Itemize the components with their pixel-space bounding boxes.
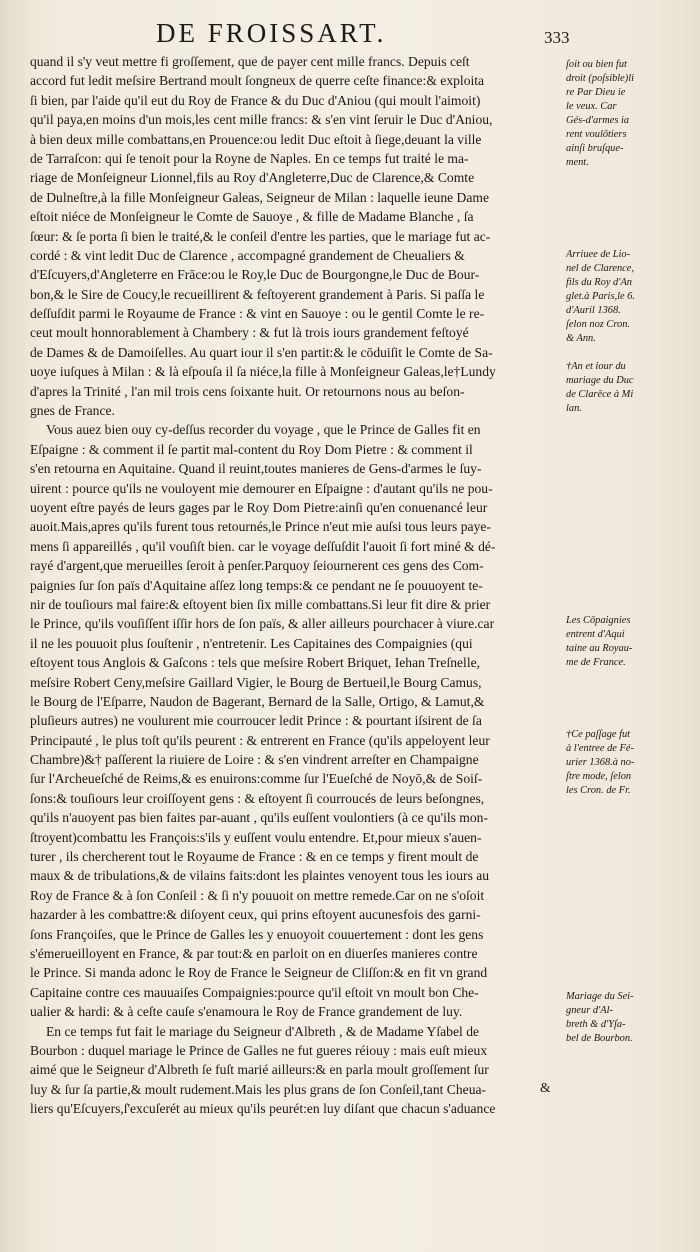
text-line: eſtoyent tous Anglois & Gaſcons : tels que meſsire Robert Briquet, Iehan Treſnelle, xyxy=(30,655,481,671)
text-line: mens ſi appareillés , qu'il vouſiſt bien. car le voyage deſſuſdit l'auoit ſi fort miné & dé- xyxy=(30,538,496,554)
margin-note xyxy=(566,58,682,170)
text-line: ſons:& touſiours leur croiſſoyent gens : & eſtoyent ſi courroucés de leurs beſongnes, xyxy=(30,790,485,806)
text-line: uirent : pource qu'ils ne vouloyent mie demourer en Eſpaigne : d'autant qu'ils ne pou- xyxy=(30,480,493,496)
text-line: accord fut ledit meſsire Bertrand moult ſongneux de querre ceſte finance:& exploita xyxy=(30,73,485,89)
margin-note-line: re Par Dieu ie xyxy=(566,87,626,98)
margin-note xyxy=(566,360,682,416)
margin-note-line: Gés-d'armes ia xyxy=(566,115,630,126)
text-line: le Prince, qu'ils vouſiſſent iſſir hors de ſon païs, & aller ailleurs pourchacer à viure.car xyxy=(30,616,495,632)
text-line: auoit.Mais,apres qu'ils furent tous retournés,le Prince n'eut mie auſsi tous leurs paye- xyxy=(30,519,491,535)
text-line: à bien deux mille combattans,en Prouence:ou ledit Duc eſtoit à ſiege,deuant la ville xyxy=(30,131,482,147)
text-line: ceut moult honnorablement à Chambery : & fut là trois iours grandement feſtoyé xyxy=(30,325,469,341)
margin-note xyxy=(566,248,682,346)
margin-note xyxy=(566,728,682,798)
margin-note-line: me de France. xyxy=(566,657,626,668)
text-line: liers qu'Eſcuyers,ſ'excuſerét au mieux qu'ils peurét:en luy diſant que chacun s'aduance xyxy=(30,1101,496,1117)
margin-note-line: urier 1368.à no- xyxy=(566,757,635,768)
margin-note-line: & Ann. xyxy=(566,333,596,344)
margin-note-line: entrent d'Aqui xyxy=(566,629,625,640)
text-line: d'apres la Trinité , l'an mil trois cens ſoixante huit. Or retournons nous au beſon- xyxy=(30,383,465,399)
text-line: rayé d'argent,que merueilles ſeroit à penſer.Parquoy ſeiournerent ces gens des Com- xyxy=(30,558,484,574)
margin-note xyxy=(566,990,682,1046)
text-line: riage de Monſeigneur Lionnel,fils au Roy d'Angleterre,Duc de Clarence,& Comte xyxy=(30,170,475,186)
text-line: ſtroyent)combattu les François:s'ils y euſſent voulu entendre. Et,pour mieux s'auen- xyxy=(30,829,482,845)
margin-note-line: ſtre mode, ſelon xyxy=(566,771,632,782)
text-line: de Dulneſtre,à la fille Monſeigneur Galeas, Seigneur de Milan : laquelle ieune Dame xyxy=(30,189,490,205)
margin-note-line: mariage du Duc xyxy=(566,375,634,386)
main-text-column xyxy=(30,52,558,1118)
text-line: En ce temps fut fait le mariage du Seigneur d'Albreth , & de Madame Yſabel de xyxy=(46,1023,480,1039)
margin-note-line: breth & d'Yſa- xyxy=(566,1019,626,1030)
margin-note-line: Les Cōpaignies xyxy=(566,615,631,626)
margin-note-line: glet.à Paris,le 6. xyxy=(566,291,635,302)
margin-note-line: ſoit ou bien fut xyxy=(566,59,627,70)
page-number: 333 xyxy=(544,28,570,47)
text-line: maux & de tribulations,& de vilains faits:dont les plaintes venoyent tous les iours au xyxy=(30,868,490,884)
text-line: Vous auez bien ouy cy-deſſus recorder du voyage , que le Prince de Galles fit en xyxy=(46,422,481,438)
margin-note-line: taine au Royau- xyxy=(566,643,633,654)
text-line: de Tarraſcon: qui ſe tenoit pour la Royne de Naples. En ce temps fut traité le ma- xyxy=(30,150,469,166)
text-line: Principauté , le plus toſt qu'ils peurent : & entrerent en France (qu'ils appeloyent leur xyxy=(30,732,490,748)
margin-note-line: †An et iour du xyxy=(566,361,626,372)
text-line: paignies ſur ſon païs d'Aquitaine aſſez long temps:& ce pendant ne ſe pouuoyent te- xyxy=(30,577,483,593)
text-line: le Bourg de l'Eſparre, Naudon de Bagerant, Bernard de la Salle, Ortigo, & Lamut,& xyxy=(30,693,485,709)
text-line: s'en retourna en Aquitaine. Quand il reuint,toutes manieres de Gens-d'armes le ſuy- xyxy=(30,461,482,477)
text-line: ſons Françoiſes, que le Prince de Galles les y enuoyoit couuertement : dont les gens xyxy=(30,926,484,942)
margin-note-line: ſelon noz Cron. xyxy=(566,319,630,330)
text-line: uoyent eſtre payés de leurs gages par le Roy Dom Pietre:ainſi qu'en conuenancé leur xyxy=(30,499,488,515)
margin-note-line: †Ce paſſage fut xyxy=(566,729,631,740)
text-line: Capitaine contre ces mauuaiſes Compaignies:pource qu'il eſtoit vn moult bon Che- xyxy=(30,984,479,1000)
margin-note-line: Mariage du Sei- xyxy=(566,991,634,1002)
text-line: qu'il paya,en moins d'un mois,les cent mille francs: & s'en vint ſeruir le Duc d'Aniou, xyxy=(30,112,493,128)
margin-note-line: rent voulōtiers xyxy=(566,129,627,140)
text-line: ſœur: & ſe porta ſi bien le traité,& le conſeil d'entre les parties, que le mariage fut ac- xyxy=(30,228,491,244)
text-line: meſsire Robert Ceny,meſsire Gaillard Vigier, le Bourg de Bertueil,le Bourg Camus, xyxy=(30,674,482,690)
margin-note-line: lan. xyxy=(566,403,582,414)
margin-note-line: nel de Clarence, xyxy=(566,263,634,274)
margin-note-line: gneur d'Al- xyxy=(566,1005,613,1016)
text-line: luy & ſur ſa partie,& moult rudement.Mais les plus grans de ſon Conſeil,tant Cheua- xyxy=(30,1081,487,1097)
text-line: s'émerueilloyent en France, & par tout:& en parloit on en diuerſes manieres contre xyxy=(30,945,478,961)
margin-note-line: de Clarēce à Mi xyxy=(566,389,634,400)
text-line: Roy de France & à ſon Conſeil : & ſi n'y pouuoit on mettre remede.Car on ne s'oſoit xyxy=(30,887,485,903)
text-line: eſtoit niéce de Monſeigneur le Comte de Sauoye , & fille de Madame Blanche , ſa xyxy=(30,209,474,225)
margin-note-line: bel de Bourbon. xyxy=(566,1033,633,1044)
text-line: il ne les pouuoit plus ſouſtenir , n'entretenir. Les Capitaines des Compaignies (qui xyxy=(30,635,473,651)
text-line: uoye iuſques à Milan : & là eſpouſa il ſa niéce,la fille à Monſeigneur Galeas,le†Lundy xyxy=(30,364,496,380)
text-line: cordé : & vint ledit Duc de Clarence , accompagné grandement de Cheualiers & xyxy=(30,247,465,263)
text-line: Chambre)&† paſſerent la riuiere de Loire : & s'en vindrent arreſter en Champaigne xyxy=(30,752,479,768)
text-line: Eſpaigne : & comment il ſe partit mal-content du Roy Dom Pietre : & comment il xyxy=(30,441,473,457)
text-line: bon,& le Sire de Coucy,le recueillirent & feſtoyerent grandement à Paris. Si paſſa le xyxy=(30,286,485,302)
margin-note-line: Arriuee de Lio- xyxy=(566,249,631,260)
margin-note-line: ment. xyxy=(566,157,589,168)
text-line: nir de touſiours mal faire:& eſtoyent bien ſix mille combattans.Si leur fit dire & prier xyxy=(30,596,491,612)
text-line: quand il s'y veut mettre fi groſſement, que de payer cent mille francs. Depuis ceſt xyxy=(30,54,470,69)
text-line: ſur l'Archeueſché de Reims,& es enuirons:comme ſur l'Eueſché de Noyō,& de Soiſ- xyxy=(30,771,483,787)
margin-note-line: le veux. Car xyxy=(566,101,617,112)
margin-note-line: fils du Roy d'An xyxy=(566,277,633,288)
text-line: aimé que le Seigneur d'Albreth ſe fuſt marié ailleurs:& en parla moult groſſement ſur xyxy=(30,1062,489,1078)
text-line: gnes de France. xyxy=(30,403,115,419)
text-line: d'Eſcuyers,d'Angleterre en Frāce:ou le Roy,le Duc de Bourgongne,le Duc de Bour- xyxy=(30,267,480,283)
text-line: pluſieurs autres) ne voulurent mie courroucer ledit Prince : & pourtant iſsirent de ſa xyxy=(30,713,482,729)
text-line: turer , ils chercherent tout le Royaume de France : & en ce temps y firent moult de xyxy=(30,849,479,865)
text-line: hazarder à les combattre:& diſoyent ceux, qui prins eſtoyent aucunesfois des garni- xyxy=(30,907,481,923)
margin-note-line: les Cron. de Fr. xyxy=(566,785,631,796)
text-line: deſſuſdit parmi le Royaume de France : & vint en Sauoye : ou le gentil Comte le re- xyxy=(30,306,485,322)
margin-note-line: droit (poſsible)li xyxy=(566,73,635,84)
margin-note-line: à l'entree de Fé- xyxy=(566,743,634,754)
running-title: DE FROISSART. xyxy=(156,18,387,48)
margin-note-line: ainſi bruſque- xyxy=(566,143,624,154)
text-line: qu'ils n'auoyent pas bien faites par-auant , qu'ils euſſent voulontiers (à ce qu'ils mon- xyxy=(30,810,489,826)
text-line: Bourbon : duquel mariage le Prince de Galles ne fut gueres réiouy : mais euſt mieux xyxy=(30,1042,488,1058)
text-line: de Dames & de Damoiſelles. Au quart iour il s'en partit:& le cōduiſit le Comte de Sa- xyxy=(30,344,493,360)
margin-note xyxy=(566,614,682,670)
catchword: & xyxy=(540,1080,551,1095)
text-line: ualier & hardi: & à ceſte cauſe s'enamoura le Roy de France grandement de luy. xyxy=(30,1004,463,1020)
margin-note-line: d'Auril 1368. xyxy=(566,305,621,316)
text-line: ſi bien, par l'aide qu'il eut du Roy de France & du Duc d'Aniou (qui moult l'aimoit) xyxy=(30,92,481,108)
text-line: le Prince. Si manda adonc le Roy de France le Seigneur de Cliſſon:& en fit vn grand xyxy=(30,965,488,981)
